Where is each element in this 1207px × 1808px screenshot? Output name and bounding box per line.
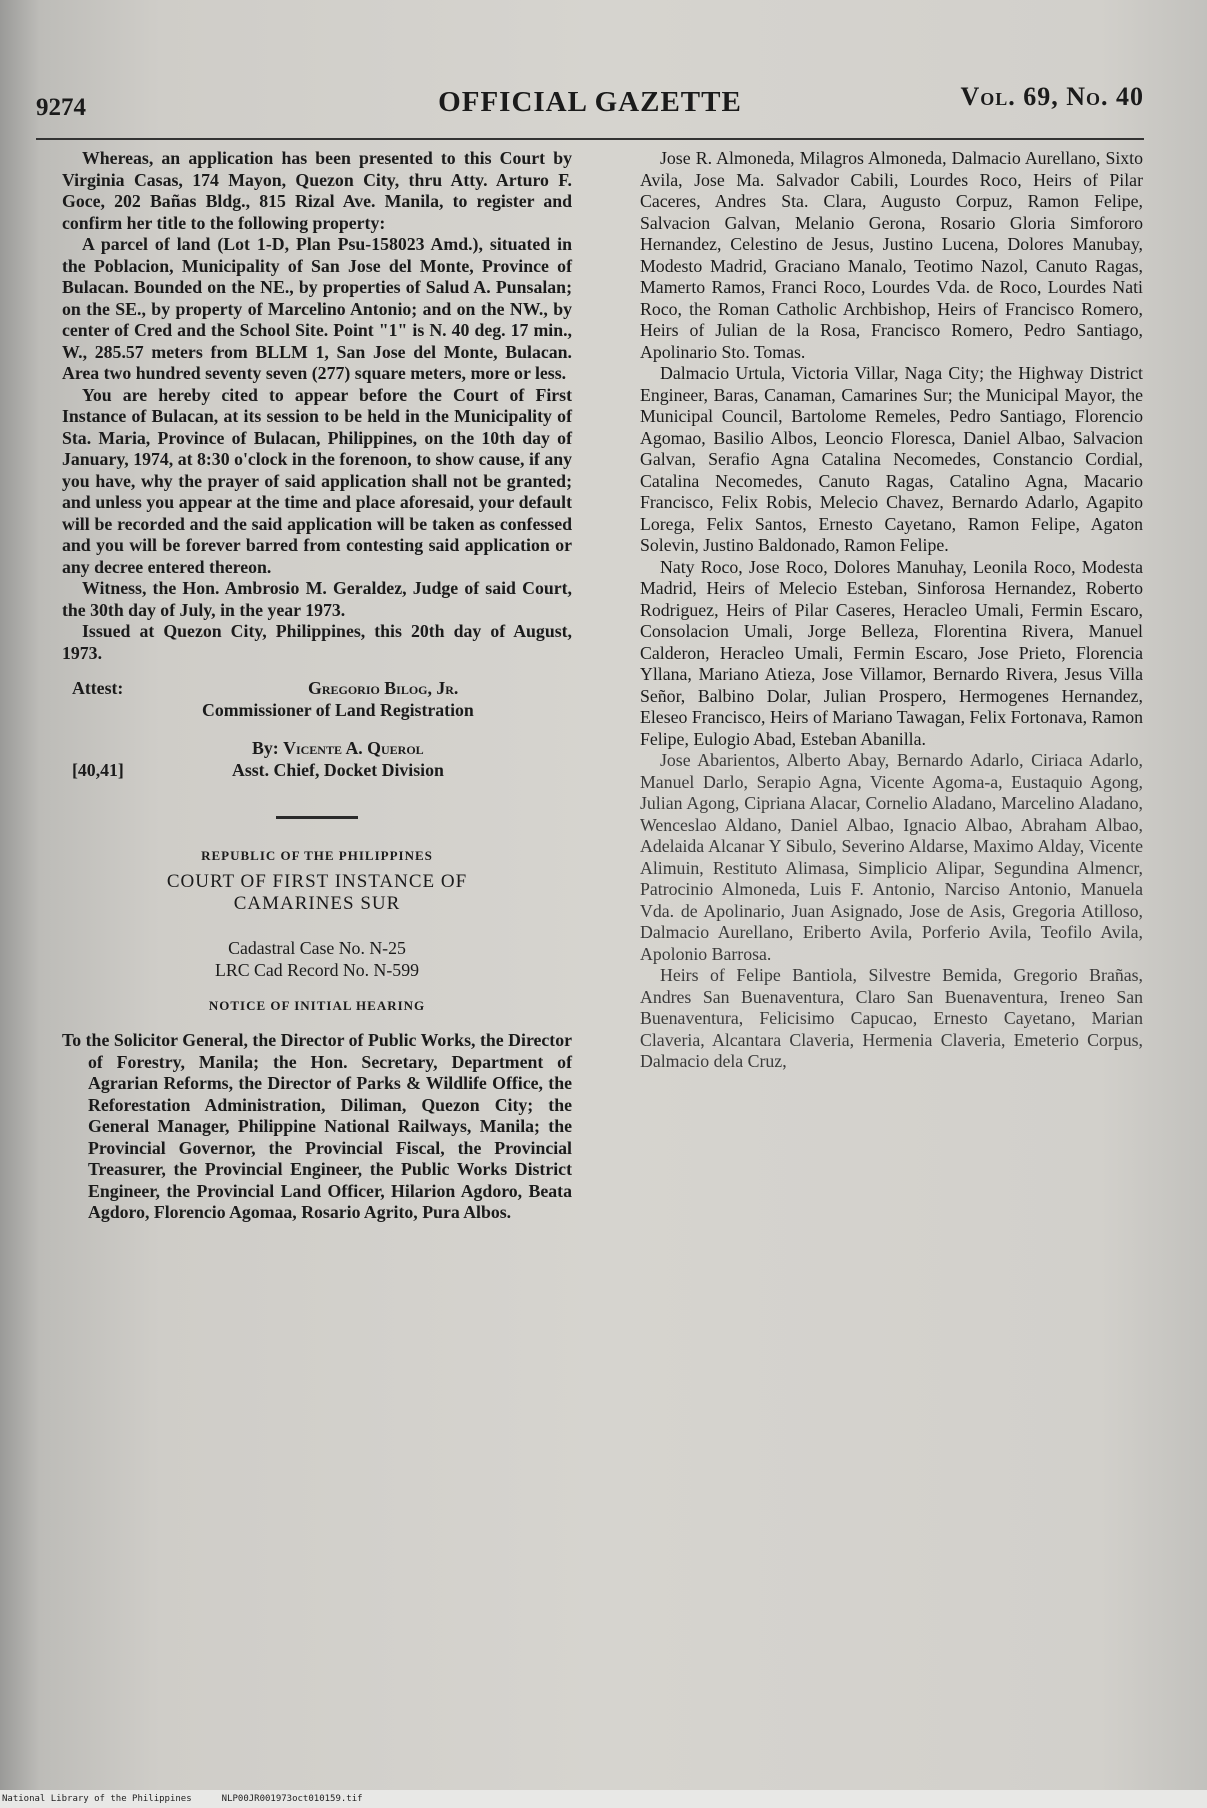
republic-heading: REPUBLIC OF THE PHILIPPINES — [201, 848, 433, 863]
case-info — [62, 937, 572, 981]
by-line — [252, 738, 424, 760]
volume-number: Vol. 69, No. 40 — [960, 82, 1144, 111]
court-line-1: COURT OF FIRST INSTANCE OF — [166, 870, 468, 892]
witness-paragraph: Witness, the Hon. Ambrosio M. Geraldez, Judge of said Court, the 30th day of July, in the year 1973. — [62, 578, 572, 620]
page-header — [36, 80, 1144, 130]
issue-tag: [40,41] — [72, 760, 124, 780]
scan-filename: NLP00JR001973oct010159.tif — [221, 1794, 363, 1804]
court-line-2: CAMARINES SUR — [233, 892, 401, 914]
names-paragraph-3: Naty Roco, Jose Roco, Dolores Manuhay, Leonila Roco, Modesta Madrid, Heirs of Melecio Esteban, Sinforosa Hernandez, Roberto Rodriguez, Heirs of Pilar Caseres, Heracleo Umali, Fermin Escaro, Consolacion Umali, Jorge Belleza, Florentina Rivera, Manuel Calderon, Heracleo Umali, Fermin Escaro, Jose Prieto, Florencia Yllana, Mariano Atieza, Jose Villamor, Bernardo Rivera, Jesus Villa Señor, Balbino Dolar, Julian Prospero, Hermogenes Hernandez, Eleseo Francisco, Heirs of Mariano Tawagan, Felix Fortonava, Ramon Felipe, Eulogio Abad, Esteban Abanilla. — [640, 556, 1143, 749]
right-column — [640, 148, 1143, 1073]
publication-title: OFFICIAL GAZETTE — [438, 86, 742, 118]
commissioner-name: Gregorio Bilog, Jr. — [308, 678, 459, 698]
citation-paragraph: You are hereby cited to appear before the Court of First Instance of Bulacan, at its session to be held in the Municipality of Sta. Maria, Province of Bulacan, Philippines, on the 10th day of January, 1974, at 8:30 o'clock in the forenoon, to show cause, if any you have, why the prayer of said application shall not be granted; and unless you appear at the time and place aforesaid, your default will be recorded and the said application will be taken as confessed and you will be forever barred from contesting said application or any decree entered thereon. — [62, 384, 572, 577]
deputy-title: Asst. Chief, Docket Division — [232, 760, 444, 780]
page-number: 9274 — [36, 94, 86, 121]
cadastral-case-no: Cadastral Case No. N-25 — [228, 937, 406, 958]
section-divider — [276, 816, 358, 819]
addressees-paragraph: To the Solicitor General, the Director of Public Works, the Director of Forestry, Manila; the Hon. Secretary, Department of Agrarian Reforms, the Director of Parks & Wildlife Office, the Reforestation Administration, Diliman, Quezon City; the General Manager, Philippine National Railways, Manila; the Provincial Governor, the Provincial Fiscal, the Provincial Treasurer, the Provincial Engineer, the Public Works District Engineer, the Provincial Land Officer, Hilarion Agdoro, Beata Agdoro, Florencio Agomaa, Rosario Agrito, Pura Albos. — [62, 1030, 572, 1222]
lrc-record-no: LRC Cad Record No. N-599 — [215, 959, 419, 980]
court-heading — [62, 871, 572, 915]
names-paragraph-4: Jose Abarientos, Alberto Abay, Bernardo Adarlo, Ciriaca Adarlo, Manuel Darlo, Serapio Agna, Vicente Agoma-a, Eustaquio Agong, Julian Agong, Cipriana Alacar, Cornelio Aladano, Marcelino Aladano, Wenceslao Aldano, Daniel Albao, Ignacio Albao, Abraham Albao, Adelaida Alcanar Y Sibulo, Severino Aldarse, Maximo Alday, Vicente Alimuin, Restituto Alimasa, Simplicio Alipar, Segundina Almencr, Patrocinio Almoneda, Luis F. Antonio, Narciso Antonio, Manuela Vda. de Apolinario, Juan Asignado, Jose de Asis, Gregoria Atilloso, Dalmacio Aurellano, Eriberto Avila, Porferio Avila, Teofilo Avila, Apolonio Barrosa. — [640, 750, 1143, 964]
attest-block — [62, 678, 572, 724]
names-paragraph-2: Dalmacio Urtula, Victoria Villar, Naga City; the Highway District Engineer, Baras, Canaman, Camarines Sur; the Municipal Mayor, the Municipal Council, Bartolome Remeles, Pedro Santiago, Florencio Agomao, Basilio Albos, Leoncio Floresca, Daniel Albao, Salvacion Galvan, Serafio Agna Catalina Necomedes, Constancio Cordial, Catalina Necomedes, Canuto Ragas, Catalino Agna, Macario Francisco, Felix Robis, Melecio Chavez, Bernardo Adarlo, Agapito Lorega, Felix Santos, Ernesto Cayetano, Ramon Felipe, Agaton Solevin, Justino Baldonado, Ramon Felipe. — [640, 363, 1143, 555]
by-prefix: By: — [252, 738, 279, 758]
deputy-name: Vicente A. Querol — [283, 738, 424, 758]
commissioner-title: Commissioner of Land Registration — [202, 700, 474, 720]
issued-paragraph: Issued at Quezon City, Philippines, this 20th day of August, 1973. — [62, 621, 572, 663]
whereas-paragraph: Whereas, an application has been presented to this Court by Virginia Casas, 174 Mayon, Quezon City, thru Atty. Arturo F. Goce, 202 Bañas Bldg., 815 Rizal Ave. Manila, to register and confirm her title to the following property: — [62, 148, 572, 233]
attest-label: Attest: — [72, 678, 124, 698]
parcel-paragraph: A parcel of land (Lot 1-D, Plan Psu-158023 Amd.), situated in the Poblacion, Municipality of San Jose del Monte, Province of Bulacan. Bounded on the NE., by properties of Salud A. Punsalan; on the SE., by property of Marcelino Antonio; and on the NW., by center of Cred and the School Site. Point "1" is N. 40 deg. 17 min., W., 285.57 meters from BLLM 1, San Jose del Monte, Bulacan. Area two hundred seventy seven (277) square meters, more or less. — [62, 234, 572, 383]
names-paragraph-1: Jose R. Almoneda, Milagros Almoneda, Dalmacio Aurellano, Sixto Avila, Jose Ma. Salvador Cabili, Lourdes Roco, Heirs of Pilar Caceres, Andres Sta. Clara, Augusto Corpuz, Ramon Felipe, Salvacion Galvan, Melanio Gerona, Rosario Gloria Simfororo Hernandez, Celestino de Jesus, Justino Lucena, Dolores Manubay, Modesto Madrid, Graciano Manalo, Teotimo Nazol, Canuto Ragas, Mamerto Ramos, Franci Roco, Lourdes Vda. de Roco, Lourdes Nati Roco, the Roman Catholic Archbishop, Heirs of Francisco Romero, Heirs of Julian de la Rosa, Francisco Romero, Pedro Santiago, Apolinario Sto. Tomas. — [640, 148, 1143, 362]
scan-footer — [0, 1790, 1207, 1808]
left-column — [62, 148, 572, 1224]
library-credit: National Library of the Philippines — [2, 1794, 192, 1804]
notice-heading: NOTICE OF INITIAL HEARING — [208, 997, 426, 1013]
names-paragraph-5: Heirs of Felipe Bantiola, Silvestre Bemida, Gregorio Brañas, Andres San Buenaventura, Claro San Buenaventura, Ireneo San Buenaventura, Felicisimo Capucao, Ernesto Cayetano, Marian Claveria, Alcantara Claveria, Hermenia Claveria, Emeterio Corpus, Dalmacio dela Cruz, — [640, 965, 1143, 1071]
by-block — [62, 738, 572, 782]
header-rule — [36, 138, 1144, 140]
